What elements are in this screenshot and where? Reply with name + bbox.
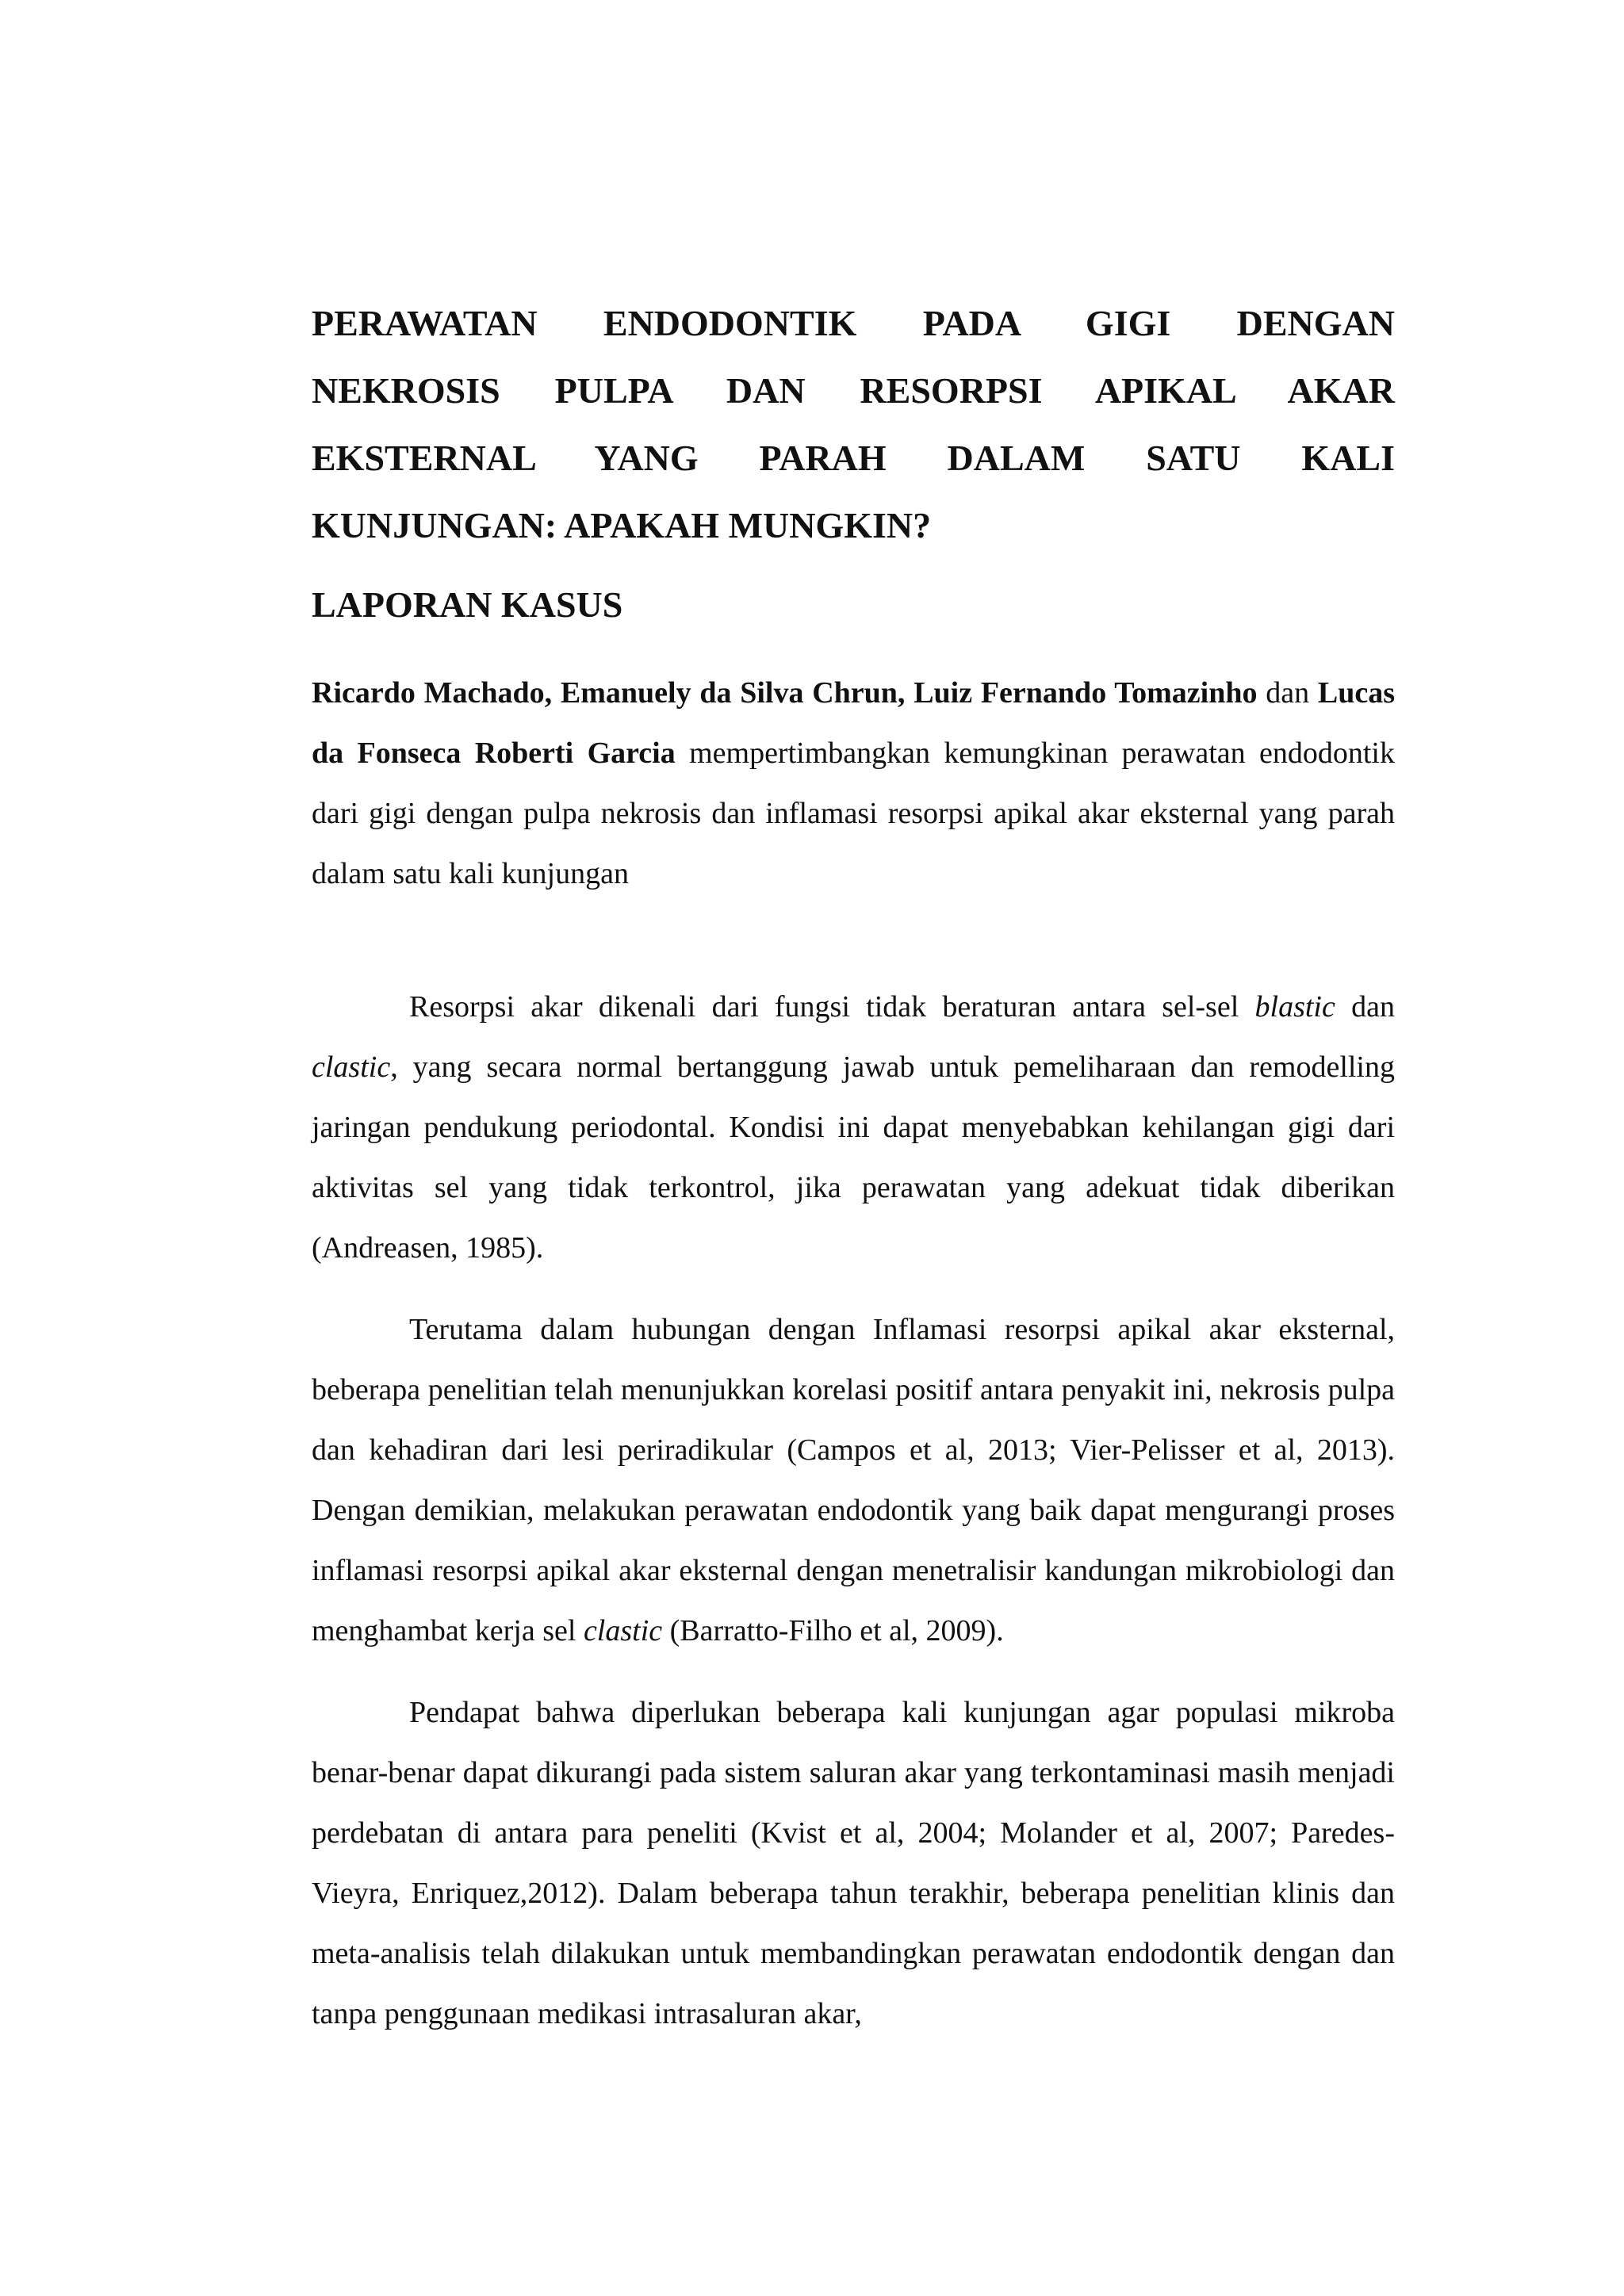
paragraph-2	[312, 1299, 1395, 1661]
paragraph-3	[312, 1682, 1395, 2044]
p1-text-e: , yang secara normal bertanggung jawab untuk pemeliharaan dan remodelling jaringan pendukung periodontal. Kondisi ini dapat menyebabkan kehilangan gigi dari aktivitas sel yang tidak terkontrol, jika perawatan yang adekuat tidak diberikan (Andreasen, 1985).	[312, 1050, 1395, 1265]
title-line-2: NEKROSIS PULPA DAN RESORPSI APIKAL AKAR	[312, 370, 1395, 411]
p2-term-clastic: clastic	[583, 1614, 663, 1647]
p1-term-blastic: blastic	[1254, 990, 1335, 1024]
section-heading: LAPORAN KASUS	[312, 584, 623, 625]
article-title	[312, 289, 1395, 559]
p3-text-a: Pendapat bahwa diperlukan beberapa kali kunjungan agar populasi mikroba benar-benar dapat dikurangi pada sistem saluran akar yang terkontaminasi masih menjadi perdebatan di antara para peneliti (Kvist et al, 2004; Molander et al, 2007; Paredes-Vieyra, Enriquez,2012). Dalam beberapa tahun terakhir, beberapa penelitian klinis dan meta-analisis telah dilakukan untuk membandingkan perawatan endodontik dengan dan tanpa penggunaan medikasi intrasaluran akar,	[312, 1696, 1395, 2030]
p1-term-clastic: clastic	[312, 1050, 391, 1084]
title-line-1: PERAWATAN ENDODONTIK PADA GIGI DENGAN	[312, 303, 1395, 343]
title-line-4: KUNJUNGAN: APAKAH MUNGKIN?	[312, 505, 932, 545]
p2-text-a: Terutama dalam hubungan dengan Inflamasi resorpsi apikal akar eksternal, beberapa penelitian telah menunjukkan korelasi positif antara penyakit ini, nekrosis pulpa dan kehadiran dari lesi periradikular (Campos et al, 2013; Vier-Pelisser et al, 2013). Dengan demikian, melakukan perawatan endodontik yang baik dapat mengurangi proses inflamasi resorpsi apikal akar eksternal dengan menetralisir kandungan mikrobiologi dan menghambat kerja sel	[312, 1313, 1395, 1647]
p1-text-a: Resorpsi akar dikenali dari fungsi tidak beraturan antara sel-sel	[409, 990, 1255, 1024]
p1-text-c: dan	[1335, 990, 1395, 1024]
authors-group-2: Lucas da Fonseca Roberti Garcia	[312, 676, 1395, 770]
intro-text: mempertimbangkan kemungkinan perawatan endodontik dari gigi dengan pulpa nekrosis dan inflamasi resorpsi apikal akar eksternal yang parah dalam satu kali kunjungan	[312, 737, 1395, 890]
p2-text-c: (Barratto-Filho et al, 2009).	[662, 1614, 1004, 1647]
authors-connector: dan	[1257, 676, 1318, 710]
body-text	[312, 977, 1395, 2065]
authors-group-1: Ricardo Machado, Emanuely da Silva Chrun, Luiz Fernando Tomazinho	[312, 676, 1258, 710]
title-line-3: EKSTERNAL YANG PARAH DALAM SATU KALI	[312, 438, 1395, 478]
paragraph-1	[312, 977, 1395, 1278]
intro-paragraph	[312, 663, 1395, 904]
